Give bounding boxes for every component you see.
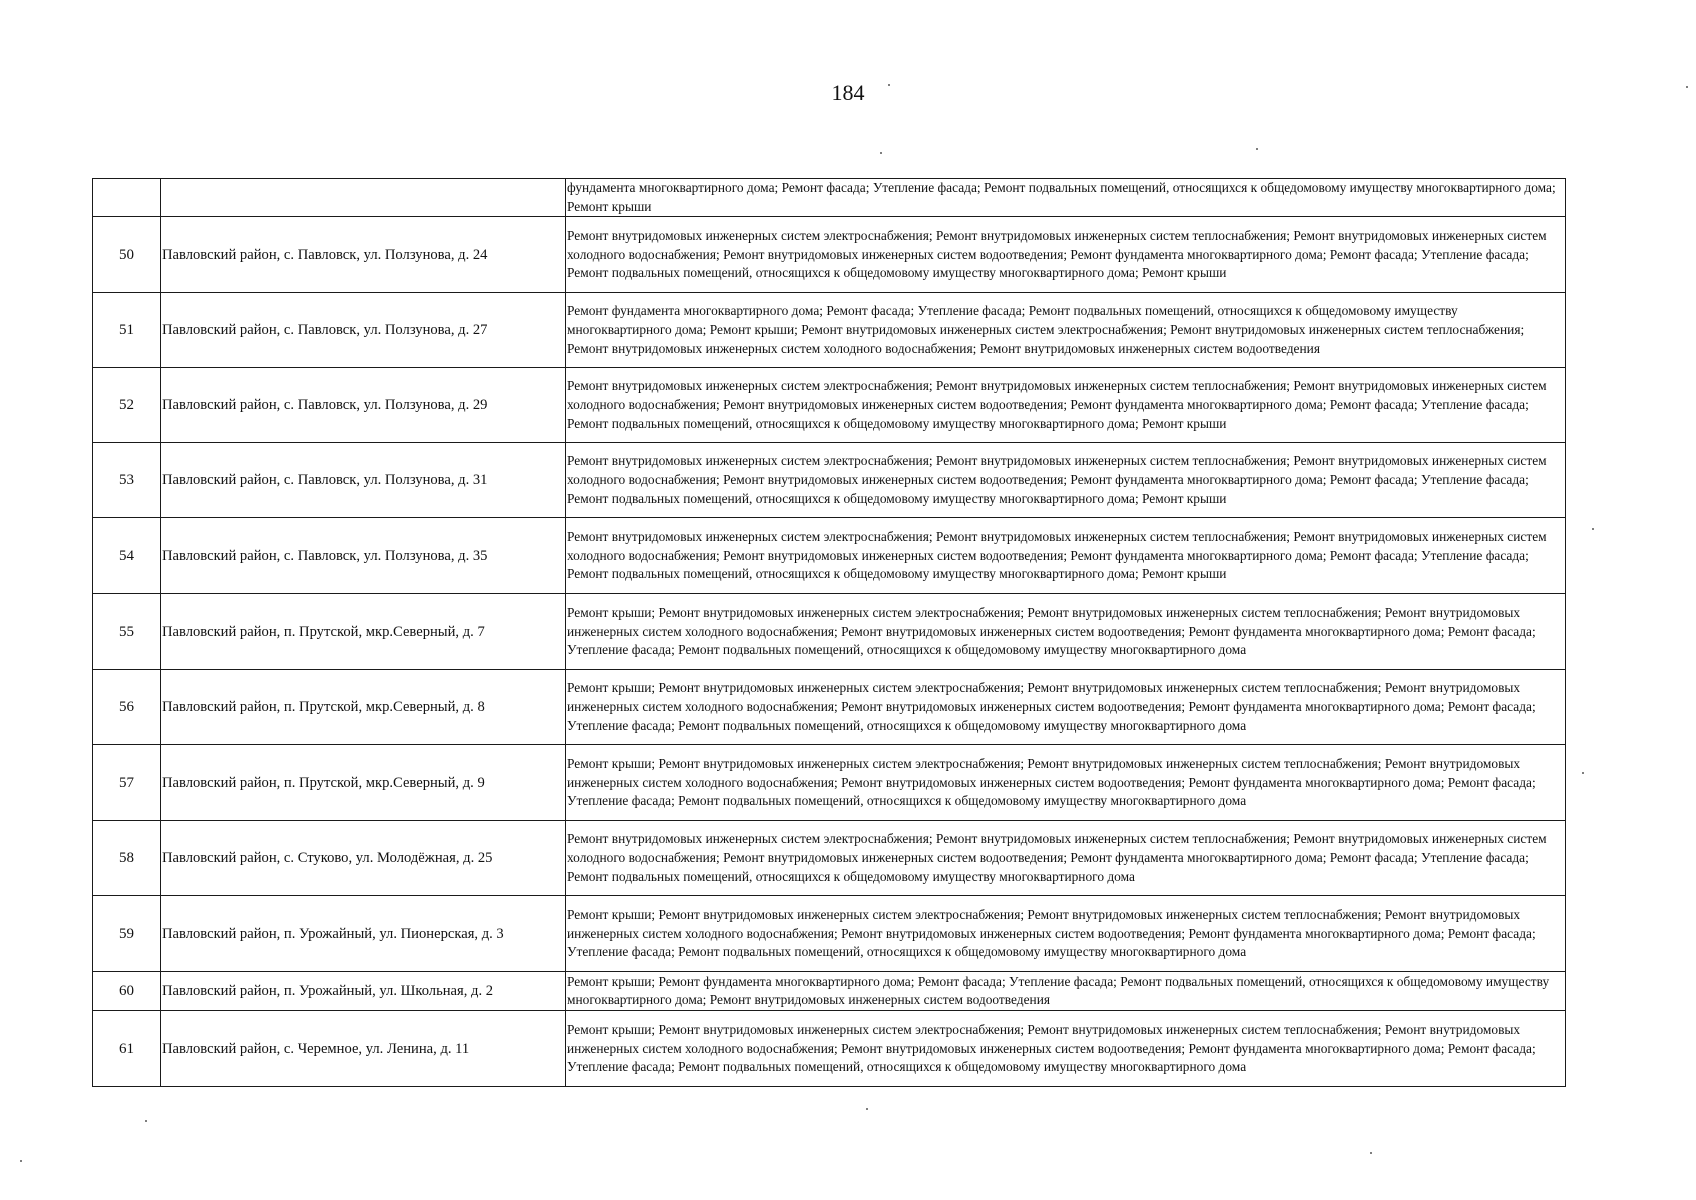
scan-speck — [145, 1120, 147, 1122]
row-number-cell: 54 — [93, 518, 161, 594]
address-cell: Павловский район, с. Павловск, ул. Ползунова, д. 31 — [161, 443, 566, 518]
table-row — [93, 745, 1566, 821]
table-row-continuation — [93, 179, 1566, 217]
table-row — [93, 972, 1566, 1011]
scan-speck — [880, 152, 882, 154]
table-row — [93, 293, 1566, 368]
works-cell: Ремонт внутридомовых инженерных систем электроснабжения; Ремонт внутридомовых инженерных систем теплоснабжения; Ремонт внутридомовых инженерных систем холодного водоснабжения; Ремонт внутридомовых инженерных систем водоотведения; Ремонт фундамента многоквартирного дома; Ремонт фасада; Утепление фасада; Ремонт подвальных помещений, относящихся к общедомовому имуществу многоквартирного дома; Ремонт крыши — [566, 443, 1566, 518]
row-number-cell: 53 — [93, 443, 161, 518]
row-number-cell — [93, 179, 161, 217]
works-cell: Ремонт внутридомовых инженерных систем электроснабжения; Ремонт внутридомовых инженерных систем теплоснабжения; Ремонт внутридомовых инженерных систем холодного водоснабжения; Ремонт внутридомовых инженерных систем водоотведения; Ремонт фундамента многоквартирного дома; Ремонт фасада; Утепление фасада; Ремонт подвальных помещений, относящихся к общедомовому имуществу многоквартирного дома — [566, 821, 1566, 896]
repair-works-table — [92, 178, 1566, 1087]
address-cell: Павловский район, с. Павловск, ул. Ползунова, д. 24 — [161, 217, 566, 293]
scan-speck — [1582, 772, 1584, 774]
table-row — [93, 821, 1566, 896]
works-cell: Ремонт крыши; Ремонт внутридомовых инженерных систем электроснабжения; Ремонт внутридомовых инженерных систем теплоснабжения; Ремонт внутридомовых инженерных систем холодного водоснабжения; Ремонт внутридомовых инженерных систем водоотведения; Ремонт фундамента многоквартирного дома; Ремонт фасада; Утепление фасада; Ремонт подвальных помещений, относящихся к общедомовому имуществу многоквартирного дома — [566, 594, 1566, 670]
row-number-cell: 51 — [93, 293, 161, 368]
page-number: 184 — [831, 80, 865, 105]
row-number-cell: 52 — [93, 368, 161, 443]
address-cell: Павловский район, с. Павловск, ул. Ползунова, д. 29 — [161, 368, 566, 443]
table-row — [93, 670, 1566, 745]
works-cell: Ремонт фундамента многоквартирного дома; Ремонт фасада; Утепление фасада; Ремонт подвальных помещений, относящихся к общедомовому имуществу многоквартирного дома; Ремонт крыши; Ремонт внутридомовых инженерных систем электроснабжения; Ремонт внутридомовых инженерных систем теплоснабжения; Ремонт внутридомовых инженерных систем холодного водоснабжения; Ремонт внутридомовых инженерных систем водоотведения — [566, 293, 1566, 368]
row-number-cell: 60 — [93, 972, 161, 1011]
address-cell: Павловский район, п. Прутской, мкр.Северный, д. 9 — [161, 745, 566, 821]
address-cell: Павловский район, п. Урожайный, ул. Школьная, д. 2 — [161, 972, 566, 1011]
table-row — [93, 1011, 1566, 1087]
address-cell: Павловский район, п. Прутской, мкр.Северный, д. 8 — [161, 670, 566, 745]
address-cell: Павловский район, с. Павловск, ул. Ползунова, д. 27 — [161, 293, 566, 368]
works-cell: Ремонт крыши; Ремонт внутридомовых инженерных систем электроснабжения; Ремонт внутридомовых инженерных систем теплоснабжения; Ремонт внутридомовых инженерных систем холодного водоснабжения; Ремонт внутридомовых инженерных систем водоотведения; Ремонт фундамента многоквартирного дома; Ремонт фасада; Утепление фасада; Ремонт подвальных помещений, относящихся к общедомовому имуществу многоквартирного дома — [566, 896, 1566, 972]
scan-speck — [866, 1108, 868, 1110]
works-cell: Ремонт крыши; Ремонт внутридомовых инженерных систем электроснабжения; Ремонт внутридомовых инженерных систем теплоснабжения; Ремонт внутридомовых инженерных систем холодного водоснабжения; Ремонт внутридомовых инженерных систем водоотведения; Ремонт фундамента многоквартирного дома; Ремонт фасада; Утепление фасада; Ремонт подвальных помещений, относящихся к общедомовому имуществу многоквартирного дома — [566, 1011, 1566, 1087]
works-cell: Ремонт внутридомовых инженерных систем электроснабжения; Ремонт внутридомовых инженерных систем теплоснабжения; Ремонт внутридомовых инженерных систем холодного водоснабжения; Ремонт внутридомовых инженерных систем водоотведения; Ремонт фундамента многоквартирного дома; Ремонт фасада; Утепление фасада; Ремонт подвальных помещений, относящихся к общедомовому имуществу многоквартирного дома; Ремонт крыши — [566, 518, 1566, 594]
scan-speck — [1592, 528, 1594, 530]
scan-speck — [1256, 148, 1258, 150]
row-number-cell: 50 — [93, 217, 161, 293]
works-cell: Ремонт внутридомовых инженерных систем электроснабжения; Ремонт внутридомовых инженерных систем теплоснабжения; Ремонт внутридомовых инженерных систем холодного водоснабжения; Ремонт внутридомовых инженерных систем водоотведения; Ремонт фундамента многоквартирного дома; Ремонт фасада; Утепление фасада; Ремонт подвальных помещений, относящихся к общедомовому имуществу многоквартирного дома; Ремонт крыши — [566, 217, 1566, 293]
table-row — [93, 443, 1566, 518]
works-cell: фундамента многоквартирного дома; Ремонт фасада; Утепление фасада; Ремонт подвальных помещений, относящихся к общедомовому имуществу многоквартирного дома; Ремонт крыши — [566, 179, 1566, 217]
row-number-cell: 55 — [93, 594, 161, 670]
table-row — [93, 518, 1566, 594]
row-number-cell: 61 — [93, 1011, 161, 1087]
address-cell: Павловский район, п. Прутской, мкр.Северный, д. 7 — [161, 594, 566, 670]
scan-speck — [1686, 86, 1688, 88]
address-cell: Павловский район, п. Урожайный, ул. Пионерская, д. 3 — [161, 896, 566, 972]
address-cell — [161, 179, 566, 217]
address-cell: Павловский район, с. Павловск, ул. Ползунова, д. 35 — [161, 518, 566, 594]
address-cell: Павловский район, с. Черемное, ул. Ленина, д. 11 — [161, 1011, 566, 1087]
table-row — [93, 896, 1566, 972]
works-cell: Ремонт крыши; Ремонт внутридомовых инженерных систем электроснабжения; Ремонт внутридомовых инженерных систем теплоснабжения; Ремонт внутридомовых инженерных систем холодного водоснабжения; Ремонт внутридомовых инженерных систем водоотведения; Ремонт фундамента многоквартирного дома; Ремонт фасада; Утепление фасада; Ремонт подвальных помещений, относящихся к общедомовому имуществу многоквартирного дома — [566, 670, 1566, 745]
scan-speck — [1370, 1152, 1372, 1154]
works-cell: Ремонт внутридомовых инженерных систем электроснабжения; Ремонт внутридомовых инженерных систем теплоснабжения; Ремонт внутридомовых инженерных систем холодного водоснабжения; Ремонт внутридомовых инженерных систем водоотведения; Ремонт фундамента многоквартирного дома; Ремонт фасада; Утепление фасада; Ремонт подвальных помещений, относящихся к общедомовому имуществу многоквартирного дома; Ремонт крыши — [566, 368, 1566, 443]
works-cell: Ремонт крыши; Ремонт фундамента многоквартирного дома; Ремонт фасада; Утепление фасада; Ремонт подвальных помещений, относящихся к общедомовому имуществу многоквартирного дома; Ремонт внутридомовых инженерных систем водоотведения — [566, 972, 1566, 1011]
row-number-cell: 57 — [93, 745, 161, 821]
table-row — [93, 368, 1566, 443]
row-number-cell: 59 — [93, 896, 161, 972]
row-number-cell: 56 — [93, 670, 161, 745]
row-number-cell: 58 — [93, 821, 161, 896]
scan-speck — [888, 84, 890, 86]
table-row — [93, 217, 1566, 293]
table-row — [93, 594, 1566, 670]
works-cell: Ремонт крыши; Ремонт внутридомовых инженерных систем электроснабжения; Ремонт внутридомовых инженерных систем теплоснабжения; Ремонт внутридомовых инженерных систем холодного водоснабжения; Ремонт внутридомовых инженерных систем водоотведения; Ремонт фундамента многоквартирного дома; Ремонт фасада; Утепление фасада; Ремонт подвальных помещений, относящихся к общедомовому имуществу многоквартирного дома — [566, 745, 1566, 821]
address-cell: Павловский район, с. Стуково, ул. Молодёжная, д. 25 — [161, 821, 566, 896]
scan-speck — [20, 1160, 22, 1162]
